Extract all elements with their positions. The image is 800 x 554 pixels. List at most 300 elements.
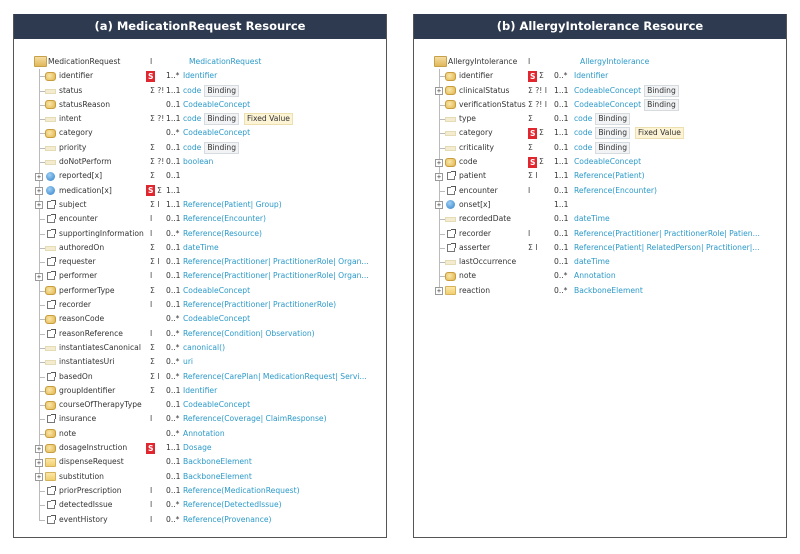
- element-type: [574, 227, 760, 241]
- cardinality: 0..*: [166, 428, 180, 438]
- type-link[interactable]: Annotation: [183, 428, 225, 438]
- element-type: [580, 55, 649, 69]
- type-link[interactable]: CodeableConcept: [183, 285, 251, 295]
- type-link[interactable]: AllergyIntolerance: [580, 57, 650, 66]
- element-name: detectedIssue: [59, 500, 113, 510]
- element-type: [183, 398, 250, 412]
- binding-tag[interactable]: Binding: [644, 99, 679, 111]
- primitive-icon: [45, 346, 56, 351]
- fixed-value-tag: Fixed Value: [635, 127, 684, 139]
- cardinality: 0..1: [554, 228, 569, 238]
- cardinality: 0..*: [166, 228, 180, 238]
- cardinality: 1..1: [554, 85, 569, 95]
- tree-row[interactable]: [414, 69, 786, 83]
- type-link[interactable]: Reference(DetectedIssue): [183, 500, 282, 510]
- must-support-badge: S: [148, 443, 154, 453]
- datatype-icon: [45, 401, 56, 410]
- element-name: encounter: [59, 214, 98, 224]
- backbone-folder-icon: [445, 286, 456, 295]
- element-type: [183, 255, 369, 269]
- type-link[interactable]: code: [574, 142, 593, 152]
- binding-tag[interactable]: Binding: [595, 127, 630, 139]
- type-link[interactable]: CodeableConcept: [183, 99, 251, 109]
- element-name: priorPrescription: [59, 485, 122, 495]
- primitive-icon: [45, 246, 56, 251]
- type-link[interactable]: Identifier: [574, 71, 609, 81]
- expand-plus-icon[interactable]: +: [36, 458, 42, 467]
- type-link[interactable]: code: [183, 142, 202, 152]
- binding-tag[interactable]: Binding: [204, 85, 239, 97]
- cardinality: 0..1: [554, 99, 569, 109]
- element-type: [183, 141, 239, 155]
- type-link[interactable]: CodeableConcept: [574, 99, 642, 109]
- binding-tag[interactable]: Binding: [595, 142, 630, 154]
- tree-branch-line: [439, 191, 445, 192]
- tree-row[interactable]: [14, 255, 386, 269]
- cardinality: 0..1: [554, 185, 569, 195]
- type-link[interactable]: Reference(CarePlan| MedicationRequest| Servi...: [183, 371, 367, 381]
- type-link[interactable]: CodeableConcept: [183, 128, 251, 138]
- element-flags: Σ I: [150, 199, 160, 209]
- element-name: insurance: [59, 414, 97, 424]
- cardinality: 0..*: [166, 342, 180, 352]
- element-type: [183, 112, 293, 126]
- tree-row[interactable]: [14, 212, 386, 226]
- element-flags: I: [150, 414, 153, 424]
- element-type: [183, 227, 262, 241]
- tree-row[interactable]: [14, 184, 386, 198]
- element-name: authoredOn: [59, 242, 105, 252]
- datatype-icon: [45, 429, 56, 438]
- element-flags: Σ: [150, 171, 155, 181]
- cardinality: 0..1: [166, 485, 181, 495]
- element-type: [183, 241, 219, 255]
- expand-plus-icon[interactable]: +: [436, 158, 442, 167]
- cardinality: 1..1: [554, 128, 569, 138]
- element-flags: Σ: [150, 342, 155, 352]
- cardinality: 0..1: [166, 271, 181, 281]
- tree-row[interactable]: [414, 284, 786, 298]
- tree-row[interactable]: [14, 455, 386, 469]
- element-type: [574, 112, 630, 126]
- element-name: statusReason: [59, 99, 111, 109]
- element-name: intent: [59, 114, 82, 124]
- element-type: [574, 169, 645, 183]
- element-flags: Σ: [539, 157, 544, 167]
- tree-row[interactable]: [414, 155, 786, 169]
- resource-folder-icon: [434, 56, 447, 67]
- cardinality: 0..*: [166, 314, 180, 324]
- reference-link-icon: [47, 501, 55, 509]
- type-link[interactable]: code: [183, 85, 202, 95]
- cardinality: 0..1: [166, 457, 181, 467]
- element-type: [183, 370, 367, 384]
- tree-row[interactable]: [14, 112, 386, 126]
- tree-row[interactable]: [14, 384, 386, 398]
- expand-plus-icon[interactable]: +: [36, 187, 42, 196]
- element-flags: Σ: [150, 385, 155, 395]
- element-flags: I: [150, 300, 153, 310]
- tree-row[interactable]: [14, 441, 386, 455]
- element-name: criticality: [459, 142, 495, 152]
- tree-guide-line: [39, 513, 40, 520]
- datatype-icon: [445, 100, 456, 109]
- tree-row[interactable]: [14, 126, 386, 140]
- reference-link-icon: [47, 487, 55, 495]
- element-type: [183, 212, 266, 226]
- element-type: [183, 470, 252, 484]
- tree-row[interactable]: [14, 498, 386, 512]
- element-name: reasonCode: [59, 314, 105, 324]
- type-link[interactable]: boolean: [183, 157, 214, 167]
- element-name: doNotPerform: [59, 157, 112, 167]
- element-flags: I: [528, 185, 531, 195]
- type-link[interactable]: CodeableConcept: [183, 400, 251, 410]
- must-support-badge: S: [148, 186, 154, 196]
- tree-branch-line: [39, 262, 45, 263]
- panel-title: (a) MedicationRequest Resource: [14, 14, 386, 39]
- element-flags: Σ ?! I: [528, 85, 547, 95]
- reference-link-icon: [47, 516, 55, 524]
- tree-row[interactable]: [14, 241, 386, 255]
- cardinality: 1..1: [166, 185, 181, 195]
- element-flags: I: [150, 514, 153, 524]
- element-name: onset[x]: [459, 199, 491, 209]
- type-link[interactable]: code: [183, 114, 202, 124]
- datatype-icon: [445, 72, 456, 81]
- tree-row[interactable]: [414, 126, 786, 140]
- tree-row[interactable]: [414, 198, 786, 212]
- element-type: [183, 312, 250, 326]
- datatype-icon: [445, 158, 456, 167]
- element-type: [574, 69, 608, 83]
- type-link[interactable]: Reference(Patient): [574, 171, 645, 181]
- type-link[interactable]: CodeableConcept: [574, 85, 642, 95]
- type-link[interactable]: code: [574, 114, 593, 124]
- choice-type-icon: [446, 200, 455, 209]
- datatype-icon: [45, 72, 56, 81]
- cardinality: 0..1: [166, 214, 181, 224]
- element-name: category: [59, 128, 93, 138]
- cardinality: 1..1: [166, 85, 181, 95]
- cardinality: 0..1: [166, 242, 181, 252]
- primitive-icon: [445, 217, 456, 222]
- tree-branch-line: [39, 505, 45, 506]
- element-name: status: [59, 85, 83, 95]
- type-link[interactable]: BackboneElement: [574, 285, 643, 295]
- datatype-icon: [45, 286, 56, 295]
- element-type: [574, 126, 684, 140]
- tree-row[interactable]: [14, 284, 386, 298]
- element-name: identifier: [59, 71, 94, 81]
- cardinality: 1..1: [554, 199, 569, 209]
- element-type: [183, 427, 225, 441]
- element-type: [574, 255, 610, 269]
- tree-row[interactable]: [414, 55, 786, 69]
- element-name: performerType: [59, 285, 115, 295]
- element-name: subject: [59, 199, 87, 209]
- tree-branch-line: [39, 334, 45, 335]
- type-link[interactable]: Annotation: [574, 271, 616, 281]
- element-name: recorder: [459, 228, 492, 238]
- element-name: recorder: [59, 300, 92, 310]
- element-name: dispenseRequest: [59, 457, 124, 467]
- element-type: [574, 284, 643, 298]
- element-type: [574, 241, 760, 255]
- expand-plus-icon[interactable]: +: [36, 201, 42, 210]
- type-link[interactable]: MedicationRequest: [189, 57, 262, 66]
- tree-row[interactable]: [14, 513, 386, 527]
- primitive-icon: [45, 146, 56, 151]
- tree-row[interactable]: [14, 198, 386, 212]
- tree-row[interactable]: [14, 412, 386, 426]
- expand-plus-icon[interactable]: +: [36, 272, 42, 281]
- type-link[interactable]: Reference(Resource): [183, 228, 262, 238]
- type-link[interactable]: Reference(Practitioner| PractitionerRole): [183, 300, 337, 310]
- tree-row[interactable]: [414, 255, 786, 269]
- datatype-icon: [45, 100, 56, 109]
- element-type: [574, 269, 616, 283]
- expand-plus-icon[interactable]: +: [436, 87, 442, 96]
- tree-row[interactable]: [414, 112, 786, 126]
- element-type: [183, 69, 217, 83]
- cardinality: 0..*: [166, 128, 180, 138]
- element-flags: Σ I: [528, 242, 538, 252]
- tree-branch-line: [39, 234, 45, 235]
- tree-row[interactable]: [14, 327, 386, 341]
- reference-link-icon: [47, 272, 55, 280]
- primitive-icon: [45, 89, 56, 94]
- type-link[interactable]: Reference(Provenance): [183, 514, 272, 524]
- element-type: [183, 498, 282, 512]
- backbone-folder-icon: [45, 472, 56, 481]
- cardinality: 0..1: [166, 471, 181, 481]
- type-link[interactable]: canonical(): [183, 342, 226, 352]
- expand-plus-icon[interactable]: +: [436, 201, 442, 210]
- element-type: [183, 155, 213, 169]
- tree-row[interactable]: [414, 269, 786, 283]
- cardinality: 0..1: [166, 257, 181, 267]
- type-link[interactable]: Reference(MedicationRequest): [183, 485, 300, 495]
- type-link[interactable]: BackboneElement: [183, 471, 252, 481]
- expand-plus-icon[interactable]: +: [36, 444, 42, 453]
- cardinality: 0..*: [166, 500, 180, 510]
- element-flags: Σ: [157, 185, 162, 195]
- tree-row[interactable]: [14, 470, 386, 484]
- cardinality: 0..1: [166, 157, 181, 167]
- expand-plus-icon[interactable]: +: [36, 172, 42, 181]
- expand-plus-icon[interactable]: +: [436, 287, 442, 296]
- cardinality: 0..*: [166, 414, 180, 424]
- reference-link-icon: [47, 301, 55, 309]
- cardinality: 0..1: [166, 142, 181, 152]
- element-flags: Σ: [539, 71, 544, 81]
- element-name: note: [459, 271, 477, 281]
- tree-row[interactable]: [414, 84, 786, 98]
- type-link[interactable]: Reference(Condition| Observation): [183, 328, 315, 338]
- element-flags: Σ ?!: [150, 114, 165, 124]
- element-flags: Σ: [150, 142, 155, 152]
- element-flags: Σ: [539, 128, 544, 138]
- reference-link-icon: [47, 373, 55, 381]
- element-tree: [14, 55, 386, 527]
- type-link[interactable]: CodeableConcept: [183, 314, 251, 324]
- cardinality: 0..1: [166, 300, 181, 310]
- primitive-icon: [445, 260, 456, 265]
- type-link[interactable]: uri: [183, 357, 194, 367]
- element-type: [183, 441, 212, 455]
- type-link[interactable]: Dosage: [183, 443, 212, 453]
- type-link[interactable]: Reference(Practitioner| PractitionerRole| Organ...: [183, 271, 369, 281]
- datatype-icon: [445, 86, 456, 95]
- type-link[interactable]: dateTime: [183, 242, 219, 252]
- datatype-icon: [45, 129, 56, 138]
- element-name: reaction: [459, 285, 491, 295]
- tree-row[interactable]: [414, 169, 786, 183]
- element-name: performer: [59, 271, 98, 281]
- element-type: [183, 412, 327, 426]
- element-flags: I: [150, 271, 153, 281]
- fixed-value-tag: Fixed Value: [244, 113, 293, 125]
- element-type: [183, 341, 225, 355]
- tree-row[interactable]: [14, 141, 386, 155]
- element-name: courseOfTherapyType: [59, 400, 142, 410]
- binding-tag[interactable]: Binding: [204, 142, 239, 154]
- reference-link-icon: [47, 215, 55, 223]
- cardinality: 0..1: [554, 214, 569, 224]
- element-name: lastOccurrence: [459, 257, 517, 267]
- element-name: encounter: [459, 185, 498, 195]
- element-name: asserter: [459, 242, 491, 252]
- cardinality: 0..1: [166, 99, 181, 109]
- element-type: [574, 184, 657, 198]
- type-link[interactable]: dateTime: [574, 214, 610, 224]
- cardinality: 0..1: [166, 171, 181, 181]
- type-link[interactable]: Reference(Coverage| ClaimResponse): [183, 414, 327, 424]
- reference-link-icon: [47, 201, 55, 209]
- expand-plus-icon[interactable]: +: [36, 473, 42, 482]
- element-name: identifier: [459, 71, 494, 81]
- tree-row[interactable]: [414, 98, 786, 112]
- element-name: supportingInformation: [59, 228, 144, 238]
- cardinality: 1..1: [554, 171, 569, 181]
- tree-row[interactable]: [14, 169, 386, 183]
- element-type: [183, 455, 252, 469]
- type-link[interactable]: Reference(Patient| Group): [183, 199, 282, 209]
- type-link[interactable]: code: [574, 128, 593, 138]
- tree-row[interactable]: [14, 484, 386, 498]
- cardinality: 0..1: [554, 142, 569, 152]
- type-link[interactable]: CodeableConcept: [574, 157, 642, 167]
- tree-branch-line: [39, 491, 45, 492]
- type-link[interactable]: Identifier: [183, 71, 218, 81]
- reference-link-icon: [47, 230, 55, 238]
- binding-tag[interactable]: Binding: [595, 113, 630, 125]
- element-type: [183, 355, 193, 369]
- type-link[interactable]: BackboneElement: [183, 457, 252, 467]
- element-name: dosageInstruction: [59, 443, 128, 453]
- tree-row[interactable]: [14, 312, 386, 326]
- binding-tag[interactable]: Binding: [204, 113, 239, 125]
- datatype-icon: [45, 386, 56, 395]
- type-link[interactable]: Reference(Encounter): [183, 214, 266, 224]
- element-type: [183, 126, 250, 140]
- tree-row[interactable]: [14, 55, 386, 69]
- element-flags: I: [528, 228, 531, 238]
- type-link[interactable]: Reference(Patient| RelatedPerson| Practitioner|...: [574, 242, 760, 252]
- tree-row[interactable]: [414, 227, 786, 241]
- tree-row[interactable]: [414, 212, 786, 226]
- tree-row[interactable]: [414, 241, 786, 255]
- allergyintolerance-panel: [413, 14, 787, 538]
- element-type: [574, 155, 641, 169]
- element-type: [183, 298, 336, 312]
- tree-row[interactable]: [414, 141, 786, 155]
- tree-row[interactable]: [14, 427, 386, 441]
- type-link[interactable]: Reference(Practitioner| PractitionerRole| Patien...: [574, 228, 760, 238]
- tree-branch-line: [39, 377, 45, 378]
- tree-row[interactable]: [14, 398, 386, 412]
- element-flags: I: [150, 228, 153, 238]
- type-link[interactable]: Identifier: [183, 385, 218, 395]
- tree-row[interactable]: [14, 341, 386, 355]
- element-type: [574, 141, 630, 155]
- tree-branch-line: [439, 234, 445, 235]
- element-name: reasonReference: [59, 328, 123, 338]
- tree-row[interactable]: [14, 355, 386, 369]
- element-name: verificationStatus: [459, 99, 526, 109]
- element-name: reported[x]: [59, 171, 103, 181]
- element-flags: Σ ?!: [150, 85, 165, 95]
- tree-row[interactable]: [414, 184, 786, 198]
- cardinality: 0..*: [166, 357, 180, 367]
- reference-link-icon: [47, 415, 55, 423]
- element-flags: Σ I: [528, 171, 538, 181]
- type-link[interactable]: Reference(Practitioner| PractitionerRole| Organ...: [183, 257, 369, 267]
- resource-folder-icon: [34, 56, 47, 67]
- reference-link-icon: [447, 172, 455, 180]
- reference-link-icon: [447, 187, 455, 195]
- tree-row[interactable]: [14, 84, 386, 98]
- element-flags: Σ: [150, 242, 155, 252]
- element-flags: Σ I: [150, 257, 160, 267]
- tree-row[interactable]: [14, 269, 386, 283]
- element-type: [183, 84, 239, 98]
- type-link[interactable]: dateTime: [574, 257, 610, 267]
- datatype-icon: [445, 272, 456, 281]
- cardinality: 1..1: [166, 443, 181, 453]
- element-flags: I: [150, 57, 153, 66]
- must-support-badge: S: [530, 157, 536, 167]
- cardinality: 0..1: [166, 385, 181, 395]
- type-link[interactable]: Reference(Encounter): [574, 185, 657, 195]
- element-name: MedicationRequest: [48, 57, 121, 66]
- element-name: category: [459, 128, 493, 138]
- element-type: [183, 98, 250, 112]
- tree-row[interactable]: [14, 370, 386, 384]
- tree-row[interactable]: [14, 98, 386, 112]
- tree-row[interactable]: [14, 298, 386, 312]
- tree-branch-line: [39, 219, 45, 220]
- tree-row[interactable]: [14, 69, 386, 83]
- cardinality: 0..*: [166, 514, 180, 524]
- tree-row[interactable]: [14, 227, 386, 241]
- must-support-badge: S: [148, 71, 154, 81]
- expand-plus-icon[interactable]: +: [436, 172, 442, 181]
- datatype-icon: [45, 315, 56, 324]
- binding-tag[interactable]: Binding: [644, 85, 679, 97]
- tree-row[interactable]: [14, 155, 386, 169]
